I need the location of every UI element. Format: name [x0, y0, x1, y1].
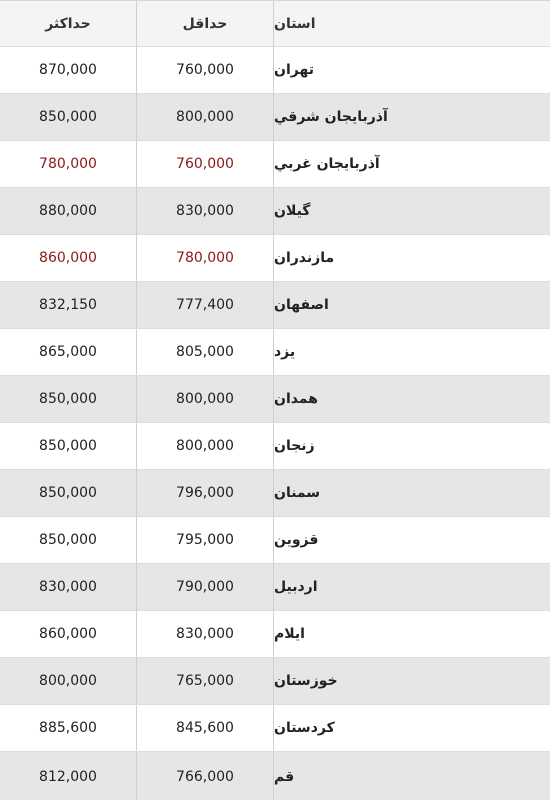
province-cell: سمنان — [274, 485, 321, 501]
province-cell: اردبیل — [274, 579, 318, 595]
province-cell: زنجان — [274, 438, 315, 454]
min-cell: 765,000 — [137, 658, 274, 704]
max-cell: 850,000 — [0, 470, 137, 516]
table-row — [0, 517, 550, 564]
header-province: استان — [274, 15, 316, 32]
max-cell: 870,000 — [0, 47, 137, 93]
table-header — [0, 1, 550, 47]
max-cell: 832,150 — [0, 282, 137, 328]
province-cell: کردستان — [274, 720, 335, 736]
max-cell: 880,000 — [0, 188, 137, 234]
table-row — [0, 611, 550, 658]
table-row — [0, 47, 550, 94]
min-cell: 795,000 — [137, 517, 274, 563]
max-cell: 850,000 — [0, 94, 137, 140]
max-cell: 850,000 — [0, 376, 137, 422]
min-cell: 796,000 — [137, 470, 274, 516]
province-cell: یزد — [274, 344, 296, 360]
max-cell: 800,000 — [0, 658, 137, 704]
province-cell: همدان — [274, 391, 318, 407]
min-cell: 830,000 — [137, 188, 274, 234]
max-cell: 830,000 — [0, 564, 137, 610]
header-max: حداکثر — [0, 1, 137, 46]
max-cell: 860,000 — [0, 611, 137, 657]
min-cell: 845,600 — [137, 705, 274, 751]
table-row — [0, 329, 550, 376]
province-cell: خوزستان — [274, 673, 338, 689]
table-row — [0, 94, 550, 141]
province-cell: قزوین — [274, 532, 319, 548]
min-cell: 777,400 — [137, 282, 274, 328]
min-cell: 760,000 — [137, 141, 274, 187]
table-row — [0, 376, 550, 423]
max-cell: 865,000 — [0, 329, 137, 375]
province-cell: آذربایجان شرقي — [274, 109, 388, 125]
province-cell: تهران — [274, 62, 314, 78]
max-cell: 780,000 — [0, 141, 137, 187]
max-cell: 860,000 — [0, 235, 137, 281]
min-cell: 800,000 — [137, 94, 274, 140]
max-cell: 812,000 — [0, 752, 137, 800]
province-cell: مازندران — [274, 250, 335, 266]
table-row — [0, 705, 550, 752]
min-cell: 780,000 — [137, 235, 274, 281]
table-row — [0, 423, 550, 470]
province-cell: ایلام — [274, 626, 305, 642]
province-cell: قم — [274, 768, 295, 785]
min-cell: 760,000 — [137, 47, 274, 93]
table-row — [0, 188, 550, 235]
min-cell: 800,000 — [137, 376, 274, 422]
table-row — [0, 282, 550, 329]
province-cell: گیلان — [274, 203, 311, 219]
min-cell: 790,000 — [137, 564, 274, 610]
table-row — [0, 470, 550, 517]
table-row — [0, 235, 550, 282]
table-row — [0, 141, 550, 188]
min-cell: 805,000 — [137, 329, 274, 375]
province-cell: اصفهان — [274, 297, 329, 313]
province-cell: آذربایجان غربي — [274, 156, 380, 172]
table-row — [0, 564, 550, 611]
max-cell: 885,600 — [0, 705, 137, 751]
table-row — [0, 752, 550, 800]
min-cell: 830,000 — [137, 611, 274, 657]
table-row — [0, 658, 550, 705]
min-cell: 766,000 — [137, 752, 274, 800]
header-min: حداقل — [137, 1, 274, 46]
max-cell: 850,000 — [0, 517, 137, 563]
max-cell: 850,000 — [0, 423, 137, 469]
min-cell: 800,000 — [137, 423, 274, 469]
